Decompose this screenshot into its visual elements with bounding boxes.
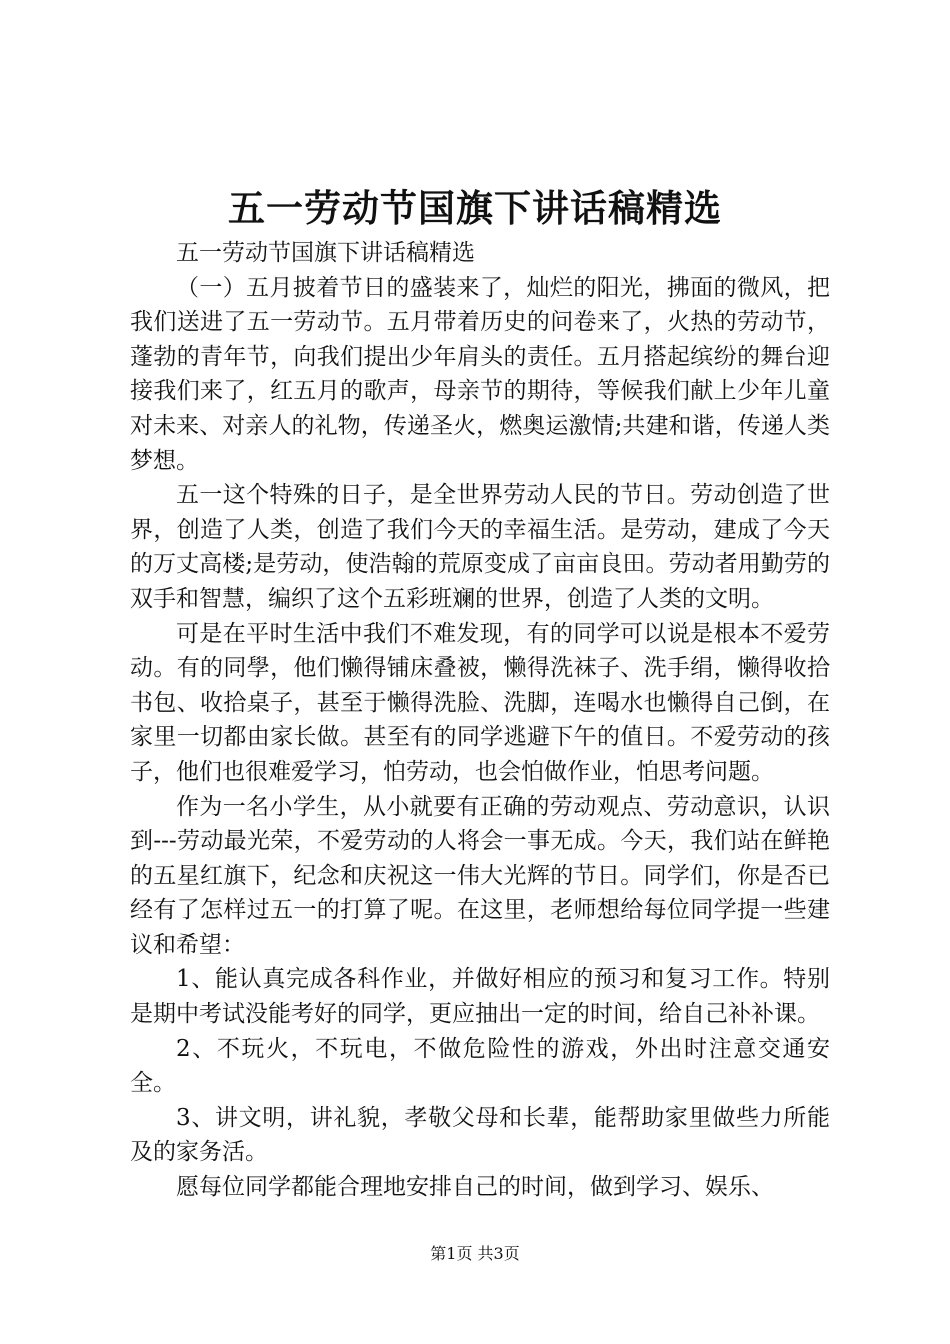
page-number-footer: 第1页 共3页: [430, 1244, 520, 1263]
paragraph-suggestions-intro: 作为一名小学生，从小就要有正确的劳动观点、劳动意识，认识到---劳动最光荣，不爱劳动的人将会一事无成。今天，我们站在鲜艳的五星红旗下，纪念和庆祝这一伟大光辉的节日。同学们，你是否已经有了怎样过五一的打算了呢。在这里，老师想给每位同学提一些建议和希望：: [130, 793, 830, 958]
paragraph-suggestion-1: 1、能认真完成各科作业，并做好相应的预习和复习工作。特别是期中考试没能考好的同学，更应抽出一定的时间，给自己补补课。: [130, 966, 830, 1028]
paragraph-not-love-labor: 可是在平时生活中我们不难发现，有的同学可以说是根本不爱劳动。有的同學，他们懒得铺床叠被，懒得洗袜子、洗手绢，懒得收拾书包、收拾桌子，甚至于懒得洗脸、洗脚，连喝水也懒得自己倒，在家里一切都由家长做。甚至有的同学逃避下午的值日。不爱劳动的孩子，他们也很难爱学习，怕劳动，也会怕做作业，怕思考问题。: [130, 620, 830, 785]
paragraph-subtitle: 五一劳动节国旗下讲话稿精选: [176, 240, 475, 266]
document-body: [130, 236, 830, 1205]
paragraph-suggestion-2: 2、不玩火，不玩电，不做危险性的游戏，外出时注意交通安全。: [130, 1035, 830, 1097]
paragraph-labor-day: 五一这个特殊的日子，是全世界劳动人民的节日。劳动创造了世界，创造了人类，创造了我们今天的幸福生活。是劳动，建成了今天的万丈高楼;是劳动，使浩翰的荒原变成了亩亩良田。劳动者用勤劳的双手和智慧，编织了这个五彩班斓的世界，创造了人类的文明。: [130, 482, 830, 612]
paragraph-suggestion-3: 3、讲文明，讲礼貌，孝敬父母和长辈，能帮助家里做些力所能及的家务活。: [130, 1104, 830, 1166]
document-title: 五一劳动节国旗下讲话稿精选: [228, 186, 722, 230]
paragraph-may-intro: （一）五月披着节日的盛装来了，灿烂的阳光，拂面的微风，把我们送进了五一劳动节。五月带着历史的问卷来了，火热的劳动节，蓬勃的青年节，向我们提出少年肩头的责任。五月搭起缤纷的舞台迎接我们来了，红五月的歌声，母亲节的期待，等候我们献上少年儿童对未来、对亲人的礼物，传递圣火，燃奥运激情;共建和谐，传递人类梦想。: [130, 274, 830, 474]
paragraph-closing: 愿每位同学都能合理地安排自己的时间，做到学习、娱乐、: [176, 1174, 774, 1201]
